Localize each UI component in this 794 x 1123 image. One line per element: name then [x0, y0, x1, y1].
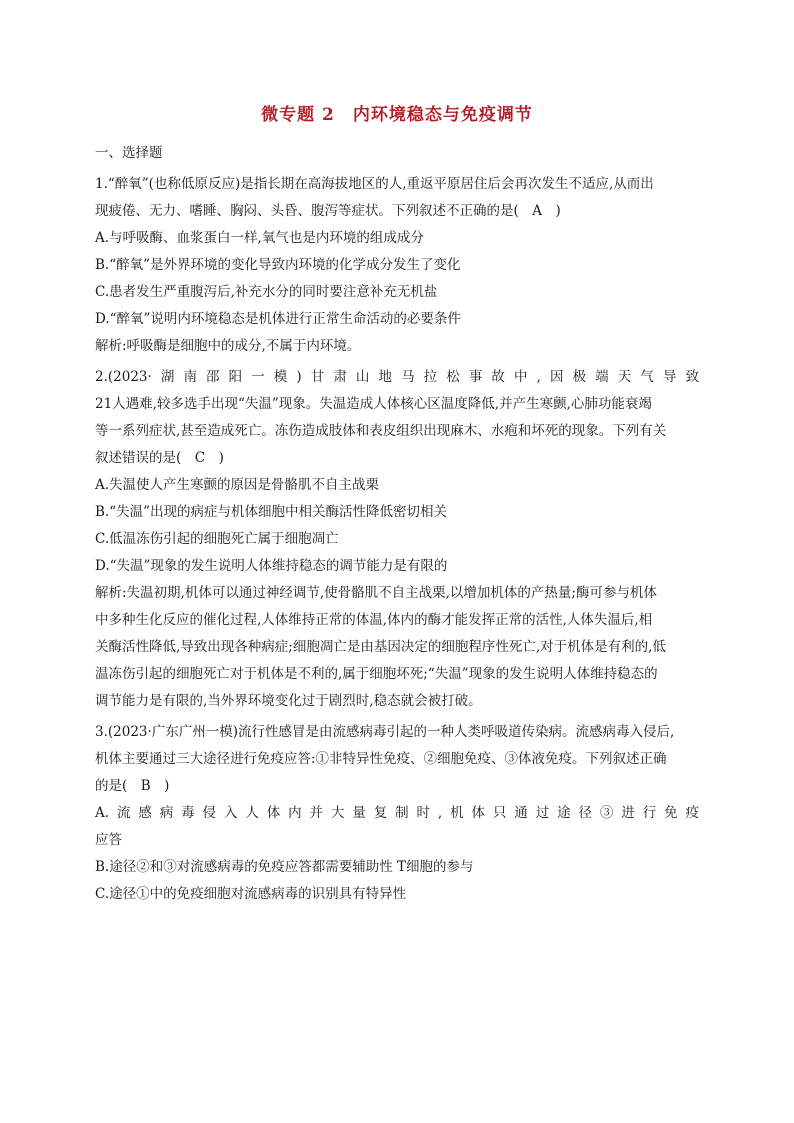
question-stem-line: 现疲倦、无力、嗜睡、胸闷、头昏、腹泻等症状。下列叙述不正确的是( A )	[95, 203, 561, 219]
question-stem-line: 1.“醉氧”(也称低原反应)是指长期在高海拔地区的人,重返平原居住后会再次发生不适应,从而出	[95, 176, 654, 192]
analysis-line: 调节能力是有限的,当外界环境变化过于剧烈时,稳态就会被打破。	[95, 693, 482, 709]
option-a: A.与呼吸酶、血浆蛋白一样,氧气也是内环境的组成成分	[95, 230, 424, 246]
analysis-line: 解析:呼吸酶是细胞中的成分,不属于内环境。	[95, 338, 361, 354]
question-1	[95, 171, 699, 360]
section-heading: 一、选择题	[95, 145, 163, 161]
page-title: 微专题 2 内环境稳态与免疫调节	[261, 105, 533, 125]
question-2	[95, 364, 699, 715]
option-a: A.失温使人产生寒颤的原因是骨骼肌不自主战栗	[95, 477, 380, 493]
question-stem-line: 叙述错误的是( C )	[95, 450, 224, 466]
option-d: D.“醉氧”说明内环境稳态是机体进行正常生命活动的必要条件	[95, 311, 461, 327]
option-b: B.途径②和③对流感病毒的免疫应答都需要辅助性 T细胞的参与	[95, 859, 474, 875]
analysis-line: 中多种生化反应的催化过程,人体维持正常的体温,体内的酶才能发挥正常的活性,人体失温后,相	[95, 612, 653, 628]
option-c: C.低温冻伤引起的细胞死亡属于细胞凋亡	[95, 531, 339, 547]
option-d: D.“失温”现象的发生说明人体维持稳态的调节能力是有限的	[95, 558, 448, 574]
question-3	[95, 719, 699, 908]
question-stem-line: 的是( B )	[95, 778, 170, 794]
question-stem-line: 等一系列症状,甚至造成死亡。冻伤造成肢体和表皮组织出现麻木、水疱和坏死的现象。下列有关	[95, 423, 667, 439]
analysis-line: 解析:失温初期,机体可以通过神经调节,使骨骼肌不自主战栗,以增加机体的产热量;酶可参与机体	[95, 585, 657, 601]
option-b: B.“醉氧”是外界环境的变化导致内环境的化学成分发生了变化	[95, 257, 461, 273]
question-stem-line: 2.(2023·湖南邵阳一模)甘肃山地马拉松事故中,因极端天气导致	[95, 369, 699, 385]
option-a-continued: 应答	[95, 832, 122, 848]
question-stem-line: 21人遇难,较多选手出现“失温”现象。失温造成人体核心区温度降低,并产生寒颤,心肺功能衰竭	[95, 396, 652, 412]
analysis-line: 温冻伤引起的细胞死亡对于机体是不利的,属于细胞坏死;“失温”现象的发生说明人体维持稳态的	[95, 666, 658, 682]
question-stem-line: 3.(2023·广东广州一模)流行性感冒是由流感病毒引起的一种人类呼吸道传染病。流感病毒入侵后,	[95, 724, 675, 740]
option-b: B.“失温”出现的病症与机体细胞中相关酶活性降低密切相关	[95, 504, 448, 520]
option-c: C.患者发生严重腹泻后,补充水分的同时要注意补充无机盐	[95, 284, 438, 300]
question-stem-line: 机体主要通过三大途径进行免疫应答:①非特异性免疫、②细胞免疫、③体液免疫。下列叙述正确	[95, 751, 667, 767]
option-c: C.途径①中的免疫细胞对流感病毒的识别具有特异性	[95, 886, 407, 902]
analysis-line: 关酶活性降低,导致出现各种病症;细胞凋亡是由基因决定的细胞程序性死亡,对于机体是有利的,低	[95, 639, 666, 655]
option-a: A.流感病毒侵入人体内并大量复制时,机体只通过途径③进行免疫	[95, 805, 699, 821]
